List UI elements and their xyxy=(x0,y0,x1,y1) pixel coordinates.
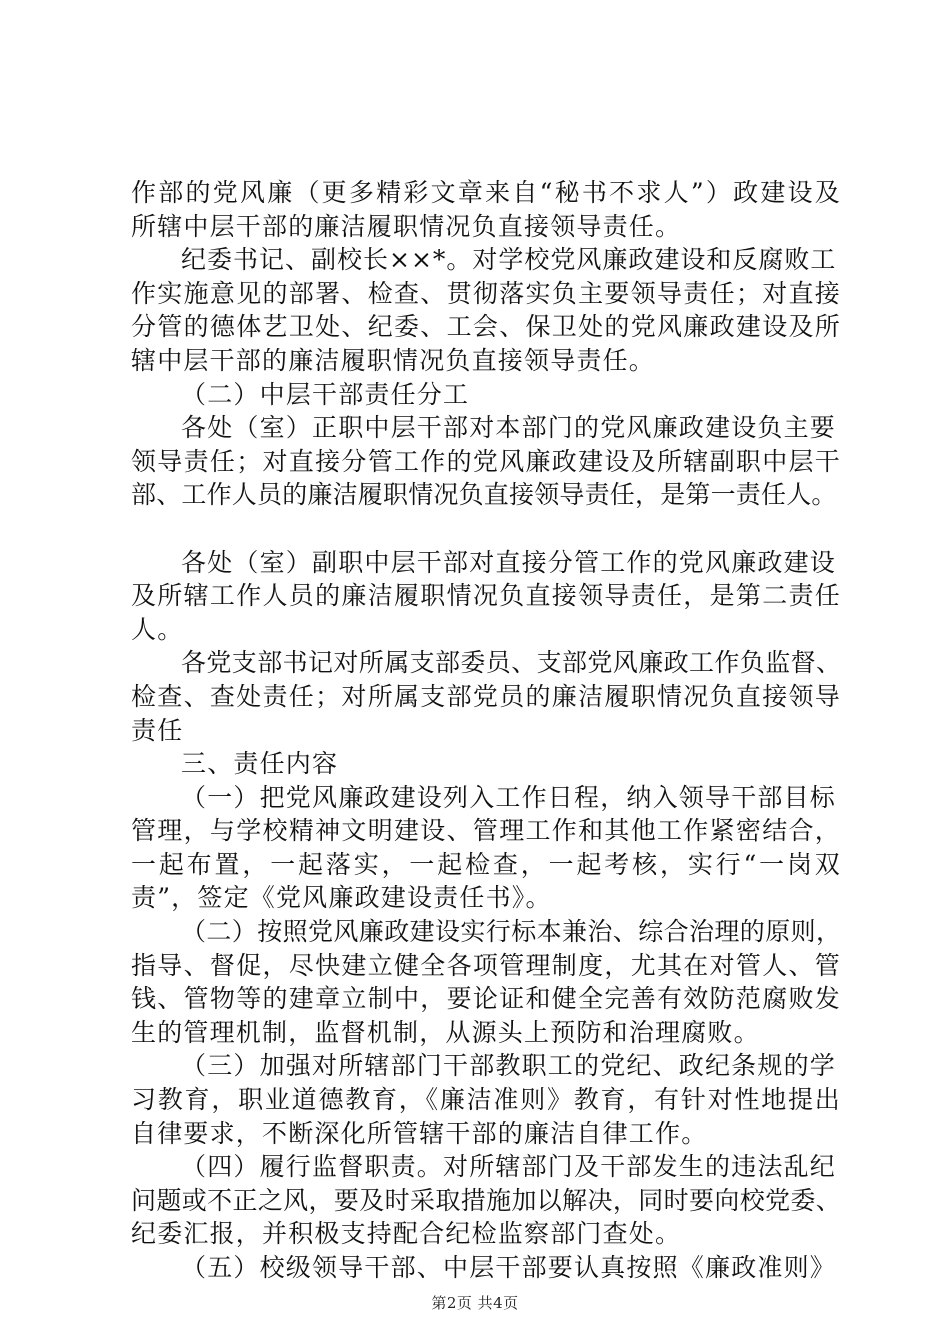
blank-line xyxy=(131,512,841,546)
text-line: 分管的德体艺卫处、纪委、工会、保卫处的党风廉政建设及所 xyxy=(131,312,841,342)
text-line: 领导责任；对直接分管工作的党风廉政建设及所辖副职中层干 xyxy=(131,446,841,476)
text-line: 检查、查处责任；对所属支部党员的廉洁履职情况负直接领导 xyxy=(131,681,841,711)
text-line: 指导、督促，尽快建立健全各项管理制度，尤其在对管人、管 xyxy=(131,950,841,980)
text-line: （一）把党风廉政建设列入工作日程，纳入领导干部目标 xyxy=(181,782,837,812)
text-line: 习教育，职业道德教育，《廉洁准则》教育，有针对性地提出 xyxy=(131,1085,841,1115)
document-body xyxy=(131,176,841,1285)
text-line: 作部的党风廉（更多精彩文章来自“秘书不求人”）政建设及 xyxy=(131,178,841,207)
text-line: 部、工作人员的廉洁履职情况负直接领导责任，是第一责任人。 xyxy=(131,480,837,510)
text-line: （二）按照党风廉政建设实行标本兼治、综合治理的原则， xyxy=(181,917,842,947)
text-line: 一起布置，一起落实，一起检查，一起考核，实行“一岗双 xyxy=(131,849,841,879)
section-heading: 三、责任内容 xyxy=(181,749,339,779)
text-line: 作实施意见的部署、检查、贯彻落实负主要领导责任；对直接 xyxy=(131,278,841,308)
text-line: 各处（室）副职中层干部对直接分管工作的党风廉政建设 xyxy=(181,547,837,577)
text-line: 管理，与学校精神文明建设、管理工作和其他工作紧密结合， xyxy=(131,816,841,846)
text-line: 各处（室）正职中层干部对本部门的党风廉政建设负主要 xyxy=(181,413,837,443)
page-number-footer: 第2页 共4页 xyxy=(431,1294,519,1312)
text-line: （三）加强对所辖部门干部教职工的党纪、政纪条规的学 xyxy=(181,1051,837,1081)
text-line: （四）履行监督职责。对所辖部门及干部发生的违法乱纪 xyxy=(181,1152,837,1182)
text-line: 所辖中层干部的廉洁履职情况负直接领导责任。 xyxy=(131,211,682,241)
text-line: 生的管理机制，监督机制，从源头上预防和治理腐败。 xyxy=(131,1017,760,1047)
text-line: 问题或不正之风，要及时采取措施加以解决，同时要向校党委、 xyxy=(131,1185,841,1215)
text-line: 人。 xyxy=(131,614,184,644)
text-line: 纪委书记、副校长××*。对学校党风廉政建设和反腐败工 xyxy=(181,245,837,275)
text-line: 辖中层干部的廉洁履职情况负直接领导责任。 xyxy=(131,345,656,375)
text-line: 责”，签定《党风廉政建设责任书》。 xyxy=(131,883,552,913)
section-subheading: （二）中层干部责任分工 xyxy=(181,379,470,409)
text-line: 各党支部书记对所属支部委员、支部党风廉政工作负监督、 xyxy=(181,648,842,678)
text-line: 纪委汇报，并积极支持配合纪检监察部门查处。 xyxy=(131,1219,682,1249)
text-line: 钱、管物等的建章立制中，要论证和健全完善有效防范腐败发 xyxy=(131,984,841,1014)
text-line: （五）校级领导干部、中层干部要认真按照《廉政准则》 xyxy=(181,1253,837,1282)
text-line: 及所辖工作人员的廉洁履职情况负直接领导责任，是第二责任 xyxy=(131,581,841,611)
text-line: 自律要求，不断深化所管辖干部的廉洁自律工作。 xyxy=(131,1118,708,1148)
text-line: 责任 xyxy=(131,715,184,745)
